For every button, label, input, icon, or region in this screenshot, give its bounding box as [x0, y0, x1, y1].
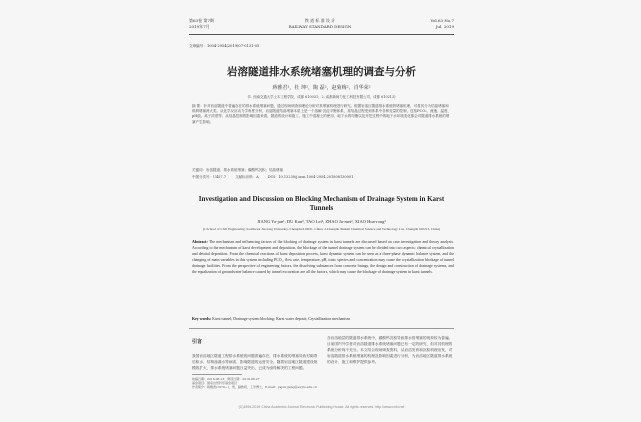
header-journal	[285, 18, 355, 30]
document-number: 文章编号：1004-2954(2019)07-0131-05	[189, 44, 260, 48]
affiliation-chinese: (1. 西南交通大学土木工程学院，成都 610031；2. 成都新柯力化工科技有限公司，成都 610213)	[247, 95, 396, 99]
abstract-label: Abstract:	[192, 240, 208, 244]
abstract-english	[192, 239, 454, 276]
volume-issue-cn: 第63卷 第7期	[189, 18, 214, 23]
footnote-divider	[192, 374, 242, 375]
intro-paragraph: 我国岩溶地区隧道工程排水系统的问题普遍存在，排水系统的堵塞导致衬砌背后积水、结构渗漏水等病害，影响隧道的运营安全。随着岩溶地区隧道建设规模的扩大，排水系统堵塞问题日益突出，已成为亟待解决的工程问题。	[192, 354, 318, 371]
keywords-label: Key words:	[192, 317, 212, 321]
keywords-text: Karst tunnel; Drainage system blocking; Karst water deposit; Crystallization mechanism	[212, 317, 350, 321]
journal-name-cn: 铁 道 标 准 设 计	[304, 18, 336, 23]
footnotes: 收稿日期：2018-08-13；修回日期：2018-08-27 基金项目：国家自然科学基金项目 作者简介：蒋雅君(1979—)，男，副教授，工学博士，E-mail：yajun.jiang@swjtu.edu.cn	[192, 377, 317, 390]
header-divider	[189, 34, 454, 35]
authors-english: JIANG Ya-jun¹, DU Kun², TAO Lei², ZHAO Ju-mei², XIAO Hua-rong²	[257, 219, 386, 224]
classification-line	[192, 175, 452, 180]
header-left	[189, 18, 214, 30]
date-cn: 2019年7月	[189, 24, 210, 29]
journal-name-en: RAILWAY STANDARD DESIGN	[288, 24, 352, 29]
keywords-chinese: 关键词：岩溶隧道；排水系统堵塞；碳酸钙沉积；结晶堵塞	[192, 168, 283, 172]
title-chinese: 岩溶隧道排水系统堵塞机理的调查与分析	[227, 66, 416, 78]
document-code: 文献标识码：A	[235, 175, 259, 179]
authors-chinese: 蒋雅君¹，杜 坤²，陶 磊²，赵菊梅²，肖华荣²	[272, 85, 371, 91]
affiliation-english: (1.School of Civil Engineering, Southwest Jiaotong University, Chengdu 610031, China; 2.Chengdu Xinkeli Chemical Science and Technology Ltd., Chengdu 610213, China)	[202, 227, 441, 231]
section-heading-intro: 引言	[192, 339, 203, 345]
abstract-chinese: 摘 要：针对岩溶隧道中普遍存在的排水系统堵塞问题，通过现场调查和理论分析对其堵塞机理进行研究。根据岩溶区隧道排水系统的堵塞机理，可将其分为结晶堵塞和碎屑堵塞两大类。从化学反应动力学角度分析，岩溶隧道结晶堵塞本质上是一个溶解-沉淀平衡体系，其结晶过程受到体系中各种变量的控制，包括PCO₂、流速、温度、pH值、离子浓度等；从结晶控制的影响因素来看，隧道的设计和施工、施工中混凝土的使用、地下水的均衡以及开挖过程中的地下水环境变化都会对隧道排水系统的堵塞产生影响。	[192, 104, 451, 124]
clc-number: 中图分类号：U457.7	[192, 175, 226, 179]
body-column-left	[192, 335, 319, 389]
volume-issue-en: Vol.63 No.7	[430, 18, 454, 23]
body-divider	[189, 328, 454, 329]
header-right	[418, 18, 454, 30]
body-paragraph-right: 含岩溶地层的隧道排水系统中，碳酸钙沉积导致排水管堵塞的现象较为普遍。目前国内外学者对岩溶隧道排水系统堵塞问题已有一定的研究，但对其机理的系统分析尚不充分。本文结合现场调查资料，从岩溶发育和沉积机理出发，对岩溶隧道排水系统堵塞的机理及影响因素进行分析，为岩溶地区隧道排水系统的设计、施工和维护提供参考。	[327, 336, 453, 365]
doi: DOI：10.13238/j.issn.1004-2954.201808130001	[267, 175, 354, 179]
title-english: Investigation and Discussion on Blocking Mechanism of Drainage System in Karst Tunnels	[198, 195, 445, 212]
body-column-right	[327, 335, 454, 365]
abstract-text: The mechanism and influencing factors of the blocking of drainage system in karst tunnels are discussed based on case investigation and theory analysis. According to the mechanism of karst development and deposition, the blockage of the tunnel drainage system can be divided into two aspects: chemical crystallization and detrital deposition. From the chemical reactions of karst deposition process, karst dynamic system can be seen as a three-phase dynamic balance system, and the changing of main variables in this system including PCO₂, flow rate, temperature, pH, ionic species and concentration may cause the crystallization blockage of tunnel drainage facilities. From the perspective of engineering factors, the dissolving substances from concrete linings, the design and construction of drainage systems, and the equalization of groundwater balance caused by tunnel excavation are all the factors, which may cause the blockage of drainage system in karst tunnels.	[192, 240, 454, 275]
date-en: Jul. 2019	[435, 24, 454, 29]
copyright-footer: (C)1994-2019 China Academic Journal Electronic Publishing House. All rights reserved. http://www.cnki.net	[238, 405, 405, 409]
keywords-english	[192, 317, 454, 321]
